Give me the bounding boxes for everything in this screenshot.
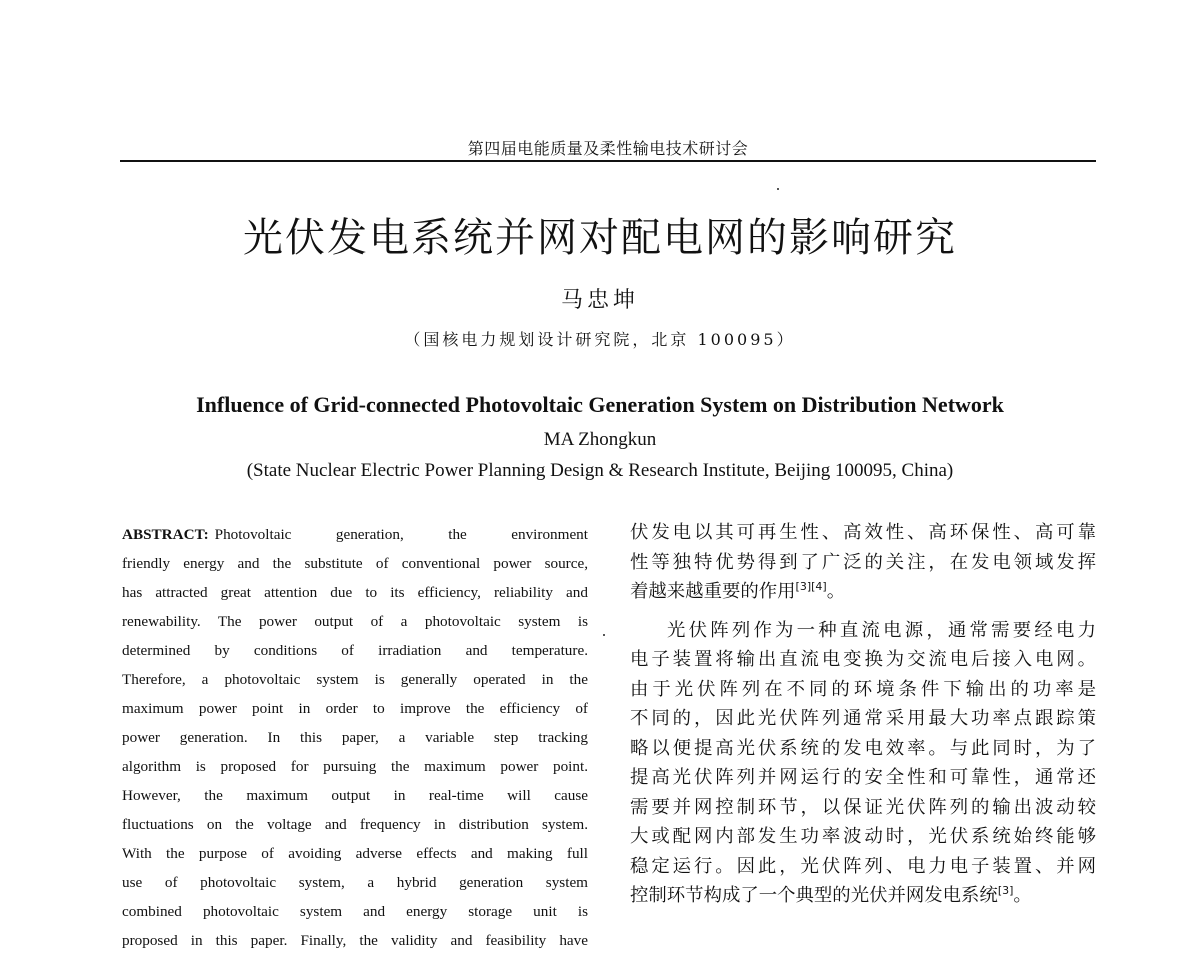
body-line: 光伏阵列作为一种直流电源，通常需要经电力: [667, 619, 1096, 641]
abstract-line: ABSTRACT: Photovoltaic generation, the environment: [122, 526, 588, 543]
abstract-line: Therefore, a photovoltaic system is generally operated in the: [122, 671, 588, 688]
abstract-line: has attracted great attention due to its efficiency, reliability and: [122, 584, 588, 601]
citation: [3][4]: [795, 579, 827, 593]
body-line: 需要并网控制环节，以保证光伏阵列的输出波动较: [630, 796, 1096, 818]
abstract-line: maximum power point in order to improve the efficiency of: [122, 700, 588, 717]
citation: [3]: [997, 883, 1014, 897]
abstract-line: fluctuations on the voltage and frequency in distribution system.: [122, 816, 588, 833]
body-line: 控制环节构成了一个典型的光伏并网发电系统[3]。: [630, 883, 1032, 906]
abstract-label: ABSTRACT:: [122, 526, 209, 543]
body-line: 性等独特优势得到了广泛的关注，在发电领域发挥: [630, 551, 1096, 573]
paper-title-cn: 光伏发电系统并网对配电网的影响研究: [243, 215, 957, 261]
abstract-line: determined by conditions of irradiation and temperature.: [122, 642, 588, 659]
abstract-line: friendly energy and the substitute of conventional power source,: [122, 555, 588, 572]
abstract-line: renewability. The power output of a photovoltaic system is: [122, 613, 588, 630]
body-line: 大或配网内部发生功率波动时，光伏系统始终能够: [630, 826, 1096, 847]
header-rule: [120, 160, 1096, 162]
body-line: 不同的，因此光伏阵列通常采用最大功率点跟踪策: [630, 708, 1096, 729]
abstract-line: However, the maximum output in real-time will cause: [122, 787, 588, 804]
scan-speck: [777, 188, 779, 190]
author-cn: 马忠坤: [560, 288, 639, 313]
abstract-line: algorithm is proposed for pursuing the maximum power point.: [122, 758, 588, 775]
abstract-line: proposed in this paper. Finally, the validity and feasibility have: [122, 932, 588, 949]
affiliation-cn: （国核电力规划设计研究院，北京 100095）: [404, 330, 796, 349]
abstract-line: power generation. In this paper, a variable step tracking: [122, 729, 588, 746]
body-line: 稳定运行。因此，光伏阵列、电力电子装置、并网: [630, 855, 1096, 877]
abstract-column: [122, 520, 588, 955]
body-line: 由于光伏阵列在不同的环境条件下输出的功率是: [630, 678, 1096, 700]
scan-speck: [603, 634, 605, 636]
body-line: 提高光伏阵列并网运行的安全性和可靠性，通常还: [630, 767, 1096, 788]
abstract-line: use of photovoltaic system, a hybrid generation system: [122, 874, 588, 891]
body-line: 略以便提高光伏系统的发电效率。与此同时，为了: [630, 737, 1096, 759]
paper-title-en: Influence of Grid-connected Photovoltaic Generation System on Distribution Network: [196, 392, 1004, 417]
running-header: 第四届电能质量及柔性输电技术研讨会: [467, 139, 749, 158]
body-line: 电子装置将输出直流电变换为交流电后接入电网。: [630, 649, 1096, 670]
abstract-line: With the purpose of avoiding adverse effects and making full: [122, 845, 588, 862]
author-en: MA Zhongkun: [543, 429, 657, 450]
abstract-line: combined photovoltaic system and energy storage unit is: [122, 903, 588, 920]
affiliation-en: (State Nuclear Electric Power Planning Design & Research Institute, Beijing 100095, China): [246, 460, 954, 481]
body-column-cn: [630, 518, 1096, 911]
body-line: 伏发电以其可再生性、高效性、高环保性、高可靠: [630, 522, 1096, 543]
body-line: 着越来越重要的作用[3][4]。: [630, 579, 846, 602]
